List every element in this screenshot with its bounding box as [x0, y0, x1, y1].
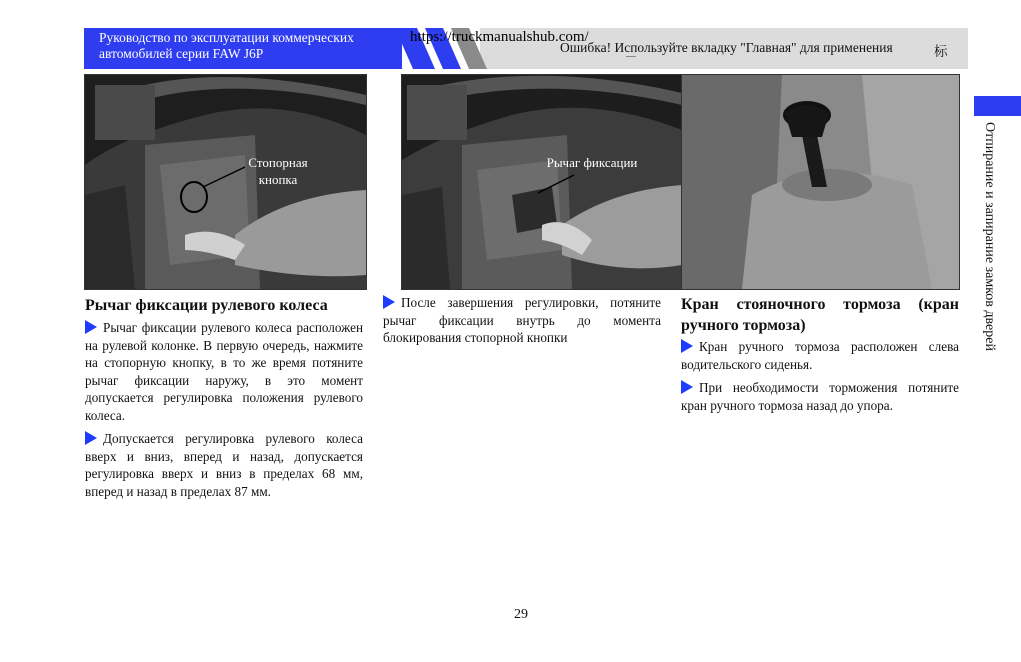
steering-lock-paragraph-1: Рычаг фиксации рулевого колеса расположен на рулевой колонке. В первую очередь, нажмите на стопорную кнопку, в то же время потяните рычаг фиксации наружу, в это момент допускается регулировка положения рулевого колеса.	[85, 320, 363, 423]
bullet-icon	[681, 380, 693, 394]
parking-brake-paragraph-2: При необходимости торможения потяните кран ручного тормоза назад до упора.	[681, 380, 959, 413]
photo-steering-lock-button	[84, 74, 367, 290]
header-url[interactable]: https://truckmanualshub.com/	[410, 29, 589, 45]
lock-lever-paragraph: После завершения регулировки, потяните рычаг фиксации внутрь до момента блокирования стопорной кнопки	[383, 295, 661, 346]
page-number: 29	[514, 607, 528, 622]
photo-steering-lock-lever	[401, 74, 683, 290]
parking-brake-heading: Кран стояночного тормоза (кран ручного тормоза)	[681, 296, 959, 334]
bullet-icon	[383, 295, 395, 309]
side-tab-text: Отпирание и запирание замков дверей	[982, 122, 997, 351]
header-title: Руководство по эксплуатации коммерческих автомобилей серии FAW J6P	[99, 30, 354, 61]
parking-brake-paragraph-1: Кран ручного тормоза расположен слева водительского сиденья.	[681, 339, 959, 372]
bullet-icon	[85, 431, 97, 445]
photo-parking-brake-valve	[681, 74, 960, 290]
photo2-callout: Рычаг фиксации	[546, 155, 638, 170]
bullet-icon	[85, 320, 97, 334]
header-error-text: Ошибка! Используйте вкладку "Главная" для применения	[560, 40, 893, 55]
bullet-icon	[681, 339, 693, 353]
photo1-callout: Стопорная кнопка	[248, 155, 308, 187]
header-glyph: 标	[934, 44, 948, 59]
steering-lock-paragraph-2: Допускается регулировка рулевого колеса вверх и вниз, вперед и назад, допускается регулировка вверх и вниз в пределах 68 мм, вперед и назад в пределах 87 мм.	[85, 431, 363, 499]
side-tab-marker	[974, 96, 1021, 116]
header-dash	[626, 56, 636, 57]
steering-lock-heading: Рычаг фиксации рулевого колеса	[85, 297, 328, 314]
